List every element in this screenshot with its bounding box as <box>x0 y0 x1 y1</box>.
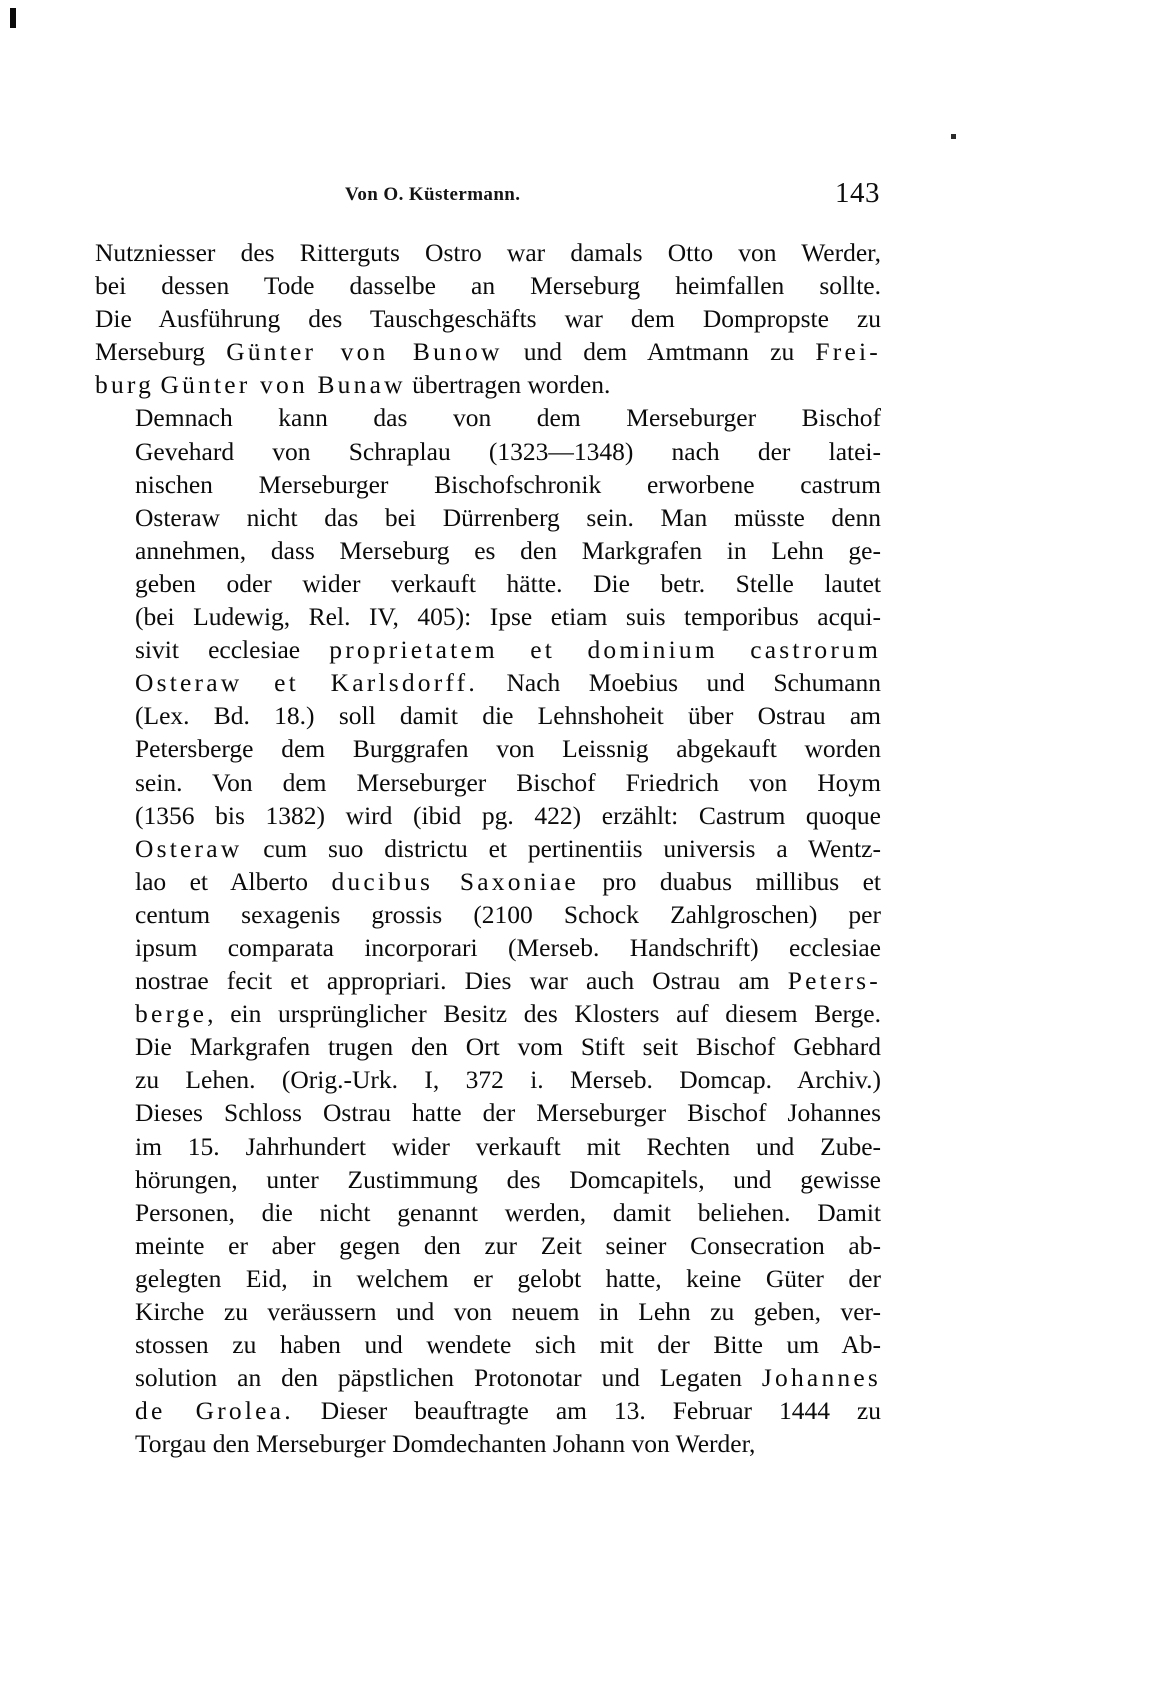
text-line <box>95 1196 881 1229</box>
text-run: sein. Von dem Merseburger Bischof Friedrich von Hoym <box>135 767 881 797</box>
text-run: Petersberge dem Burggrafen von Leissnig abgekauft worden <box>135 734 881 764</box>
text-line <box>95 368 881 401</box>
text-run: hörungen, unter Zustimmung des Domcapitels, und gewisse <box>135 1164 881 1194</box>
text-run: Kirche zu veräussern und von neuem in Lehn zu geben, ver- <box>135 1297 881 1326</box>
text-line <box>95 699 881 732</box>
text-run: (1356 bis 1382) wird (ibid pg. 422) erzählt: Castrum quoque <box>135 800 881 830</box>
text-run: Merseburg <box>95 337 227 367</box>
text-run: Nutzniesser des Ritterguts Ostro war damals Otto von Werder, <box>95 238 881 267</box>
scan-speck-artifact <box>951 134 956 139</box>
text-run: Gevehard von Schraplau (1323—1348) nach der latei- <box>135 436 881 466</box>
text-run: Die Ausführung des Tauschgeschäfts war dem Dompropste zu <box>95 304 881 334</box>
emphasis-spaced: Günter von Bunaw <box>160 370 406 400</box>
text-line <box>95 468 881 501</box>
text-line <box>95 964 881 997</box>
emphasis-spaced: Johannes <box>761 1363 881 1393</box>
emphasis-spaced: berge <box>135 999 208 1029</box>
text-line <box>95 1130 881 1163</box>
text-line <box>95 534 881 567</box>
text-run: lao et Alberto <box>135 866 332 896</box>
text-line <box>95 600 881 633</box>
text-run: Nach Moebius und Schumann <box>477 668 881 698</box>
text-run: Die Markgrafen trugen den Ort vom Stift seit Bischof Gebhard <box>135 1032 881 1062</box>
text-line <box>95 832 881 865</box>
text-line <box>95 1427 881 1460</box>
text-run: Demnach kann das von dem Merseburger Bischof <box>135 403 881 433</box>
scan-edge-artifact <box>10 8 16 28</box>
text-run: Dieser beauftragte am 13. Februar 1444 zu <box>293 1396 881 1426</box>
text-run: pro duabus millibus et <box>578 866 882 896</box>
emphasis-spaced: proprietatem et dominium castrorum <box>329 635 881 665</box>
emphasis-spaced: ducibus Saxoniae <box>331 866 579 896</box>
text-run: solution an den päpstlichen Protonotar und Legaten <box>135 1363 762 1393</box>
text-line <box>95 898 881 931</box>
text-run: cum suo districtu et pertinentiis universis a Wentz- <box>242 833 881 863</box>
text-run: sivit ecclesiae <box>135 635 330 665</box>
text-run: Torgau den Merseburger Domdechanten Johann von Werder, <box>135 1429 756 1459</box>
text-line <box>95 567 881 600</box>
text-run: (Lex. Bd. 18.) soll damit die Lehnshoheit über Ostrau am <box>135 701 881 731</box>
text-line <box>95 997 881 1030</box>
text-line <box>95 1163 881 1196</box>
text-line <box>95 1328 881 1361</box>
text-line <box>95 269 881 302</box>
emphasis-spaced: Osteraw <box>135 833 243 863</box>
running-head-title: Von O. Küstermann. <box>345 184 521 205</box>
text-line <box>95 931 881 964</box>
text-run: stossen zu haben und wendete sich mit der Bitte um Ab- <box>135 1330 881 1360</box>
text-line <box>95 633 881 666</box>
emphasis-spaced: Peters- <box>787 966 881 996</box>
text-line <box>95 501 881 534</box>
paragraph <box>95 401 881 1460</box>
text-line <box>95 666 881 699</box>
text-line <box>95 335 881 368</box>
text-line <box>95 732 881 765</box>
text-run: meinte er aber gegen den zur Zeit seiner Consecration ab- <box>135 1230 881 1260</box>
text-line <box>95 865 881 898</box>
emphasis-spaced: burg <box>95 370 155 400</box>
text-line <box>95 302 881 335</box>
body-text <box>95 236 881 1460</box>
text-run: Osteraw nicht das bei Dürrenberg sein. Man müsste denn <box>135 502 881 532</box>
text-run: geben oder wider verkauft hätte. Die betr. Stelle lautet <box>135 568 881 598</box>
text-run: und dem Amtmann zu <box>502 337 816 367</box>
text-line <box>95 1229 881 1262</box>
text-line <box>95 766 881 799</box>
text-line <box>95 1394 881 1427</box>
running-head <box>95 177 880 209</box>
text-line <box>95 1295 881 1328</box>
text-run: gelegten Eid, in welchem er gelobt hatte, keine Güter der <box>135 1263 881 1293</box>
emphasis-spaced: de Grolea. <box>135 1396 294 1426</box>
text-line <box>95 1361 881 1394</box>
text-line <box>95 1262 881 1295</box>
text-run: nostrae fecit et appropriari. Dies war auch Ostrau am <box>135 966 788 996</box>
text-run: Personen, die nicht genannt werden, damit beliehen. Damit <box>135 1197 881 1227</box>
emphasis-spaced: Günter von Bunow <box>226 337 503 367</box>
text-line <box>95 435 881 468</box>
emphasis-spaced: Frei- <box>815 337 881 367</box>
text-run: nischen Merseburger Bischofschronik erworbene castrum <box>135 469 881 499</box>
text-run: ipsum comparata incorporari (Merseb. Handschrift) ecclesiae <box>135 932 881 962</box>
paragraph <box>95 236 881 401</box>
text-run: annehmen, dass Merseburg es den Markgrafen in Lehn ge- <box>135 535 881 565</box>
text-run: centum sexagenis grossis (2100 Schock Zahlgroschen) per <box>135 899 881 929</box>
text-run: übertragen worden. <box>405 370 611 400</box>
emphasis-spaced: Osteraw et Karlsdorff. <box>135 668 478 698</box>
text-run: im 15. Jahrhundert wider verkauft mit Rechten und Zube- <box>135 1131 881 1161</box>
text-run: , ein ursprünglicher Besitz des Klosters auf diesem Berge. <box>207 999 881 1029</box>
text-run: zu Lehen. (Orig.-Urk. I, 372 i. Merseb. Domcap. Archiv.) <box>135 1065 881 1095</box>
text-line <box>95 401 881 434</box>
text-run: bei dessen Tode dasselbe an Merseburg heimfallen sollte. <box>95 271 881 301</box>
page-number: 143 <box>835 177 880 209</box>
text-line <box>95 236 881 269</box>
text-line <box>95 1096 881 1129</box>
text-line <box>95 799 881 832</box>
text-line <box>95 1030 881 1063</box>
text-run: Dieses Schloss Ostrau hatte der Merseburger Bischof Johannes <box>135 1098 881 1128</box>
text-run: (bei Ludewig, Rel. IV, 405): Ipse etiam suis temporibus acqui- <box>135 602 881 632</box>
text-line <box>95 1063 881 1096</box>
